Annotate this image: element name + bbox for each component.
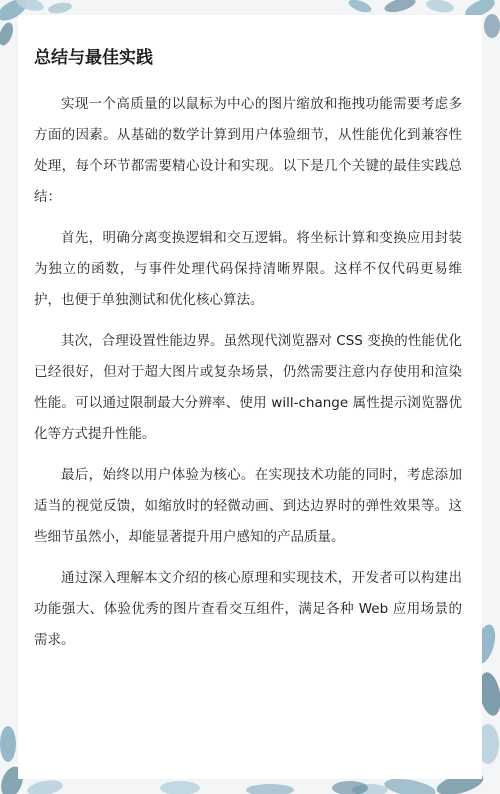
paragraph-third-practice: 最后，始终以用户体验为核心。在实现技术功能的同时，考虑添加适当的视觉反馈，如缩放时的轻微动画、到达边界时的弹性效果等。这些细节虽然小，却能显著提升用户感知的产品质量。 bbox=[34, 467, 462, 545]
paragraph-second-practice: 其次，合理设置性能边界。虽然现代浏览器对 CSS 变换的性能优化已经很好，但对于超大图片或复杂场景，仍然需要注意内存使用和渲染性能。可以通过限制最大分辨率、使用 will-change 属性提示浏览器优化等方式提升性能。 bbox=[34, 333, 462, 442]
article-body bbox=[34, 45, 462, 666]
paragraph-first-practice: 首先，明确分离变换逻辑和交互逻辑。将坐标计算和变换应用封装为独立的函数，与事件处理代码保持清晰界限。这样不仅代码更易维护，也便于单独测试和优化核心算法。 bbox=[34, 230, 462, 308]
document-page bbox=[18, 15, 482, 779]
paragraph-conclusion: 通过深入理解本文介绍的核心原理和实现技术，开发者可以构建出功能强大、体验优秀的图片查看交互组件，满足各种 Web 应用场景的需求。 bbox=[34, 570, 462, 648]
paragraph-intro: 实现一个高质量的以鼠标为中心的图片缩放和拖拽功能需要考虑多方面的因素。从基础的数学计算到用户体验细节，从性能优化到兼容性处理，每个环节都需要精心设计和实现。以下是几个关键的最佳实践总结： bbox=[34, 96, 462, 205]
section-title: 总结与最佳实践 bbox=[34, 48, 153, 68]
